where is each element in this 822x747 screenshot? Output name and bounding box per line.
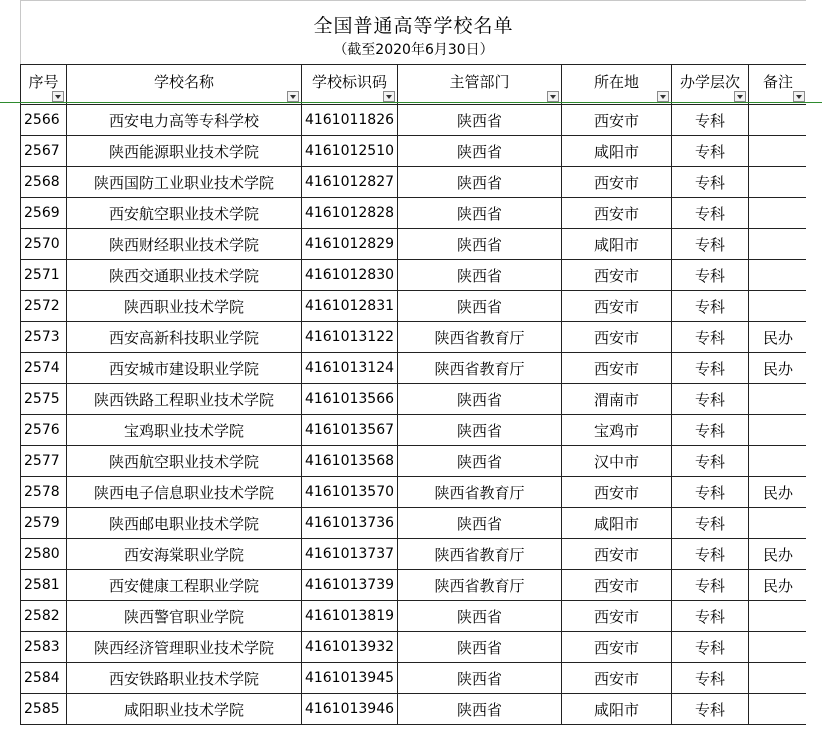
cell-school-code[interactable]: 4161013932 — [302, 632, 398, 663]
cell-department[interactable]: 陕西省教育厅 — [398, 322, 562, 353]
cell-location[interactable]: 西安市 — [562, 260, 672, 291]
header-label: 备注 — [762, 73, 793, 91]
table-body — [21, 105, 808, 725]
cell-department[interactable]: 陕西省 — [398, 260, 562, 291]
table-row — [21, 198, 808, 229]
cell-school-code[interactable]: 4161012827 — [302, 167, 398, 198]
cell-seq[interactable]: 2579 — [21, 508, 67, 539]
freeze-pane-line — [0, 102, 822, 103]
cell-school-code[interactable]: 4161013570 — [302, 477, 398, 508]
filter-dropdown-icon[interactable] — [793, 91, 805, 102]
cell-level[interactable]: 专科 — [672, 694, 749, 725]
cell-school-code[interactable]: 4161013736 — [302, 508, 398, 539]
filter-dropdown-icon[interactable] — [383, 91, 395, 102]
cell-school-name[interactable]: 陕西能源职业技术学院 — [67, 136, 302, 167]
table-row — [21, 260, 808, 291]
cell-remark[interactable] — [749, 632, 808, 663]
cell-seq[interactable]: 2581 — [21, 570, 67, 601]
header-label: 主管部门 — [449, 73, 510, 91]
cell-level[interactable]: 专科 — [672, 539, 749, 570]
cell-location[interactable]: 咸阳市 — [562, 229, 672, 260]
cell-department[interactable]: 陕西省 — [398, 198, 562, 229]
cell-location[interactable]: 西安市 — [562, 570, 672, 601]
cell-school-code[interactable]: 4161013566 — [302, 384, 398, 415]
table-row — [21, 291, 808, 322]
cell-level[interactable]: 专科 — [672, 260, 749, 291]
cell-location[interactable]: 汉中市 — [562, 446, 672, 477]
sheet-right-edge — [806, 0, 822, 747]
page-title: 全国普通高等学校名单 — [313, 15, 514, 37]
filter-dropdown-icon[interactable] — [657, 91, 669, 102]
table-row — [21, 694, 808, 725]
table-row — [21, 477, 808, 508]
cell-department[interactable]: 陕西省 — [398, 632, 562, 663]
cell-location[interactable]: 西安市 — [562, 632, 672, 663]
filter-dropdown-icon[interactable] — [52, 91, 64, 102]
table-row — [21, 539, 808, 570]
cell-school-code[interactable]: 4161013737 — [302, 539, 398, 570]
cell-level[interactable]: 专科 — [672, 291, 749, 322]
cell-remark[interactable]: 民办 — [749, 353, 808, 384]
cell-location[interactable]: 咸阳市 — [562, 694, 672, 725]
cell-department[interactable]: 陕西省 — [398, 384, 562, 415]
cell-school-name[interactable]: 西安电力高等专科学校 — [67, 105, 302, 136]
cell-remark[interactable]: 民办 — [749, 539, 808, 570]
cell-location[interactable]: 西安市 — [562, 105, 672, 136]
cell-remark[interactable] — [749, 105, 808, 136]
table-row — [21, 353, 808, 384]
cell-school-code[interactable]: 4161013945 — [302, 663, 398, 694]
cell-location[interactable]: 渭南市 — [562, 384, 672, 415]
header-label: 学校标识码 — [311, 73, 387, 91]
cell-remark[interactable] — [749, 198, 808, 229]
table-row — [21, 136, 808, 167]
cell-seq[interactable]: 2578 — [21, 477, 67, 508]
cell-seq[interactable]: 2567 — [21, 136, 67, 167]
table-row — [21, 322, 808, 353]
cell-school-name[interactable]: 西安海棠职业学院 — [67, 539, 302, 570]
cell-school-name[interactable]: 陕西邮电职业技术学院 — [67, 508, 302, 539]
cell-seq[interactable]: 2570 — [21, 229, 67, 260]
cell-level[interactable]: 专科 — [672, 229, 749, 260]
table-row — [21, 601, 808, 632]
cell-school-code[interactable]: 4161012510 — [302, 136, 398, 167]
header-seq[interactable] — [21, 65, 67, 105]
cell-seq[interactable]: 2583 — [21, 632, 67, 663]
cell-location[interactable]: 西安市 — [562, 291, 672, 322]
cell-school-code[interactable]: 4161012828 — [302, 198, 398, 229]
cell-school-name[interactable]: 西安健康工程职业学院 — [67, 570, 302, 601]
cell-school-name[interactable]: 西安高新科技职业学院 — [67, 322, 302, 353]
header-remark[interactable] — [749, 65, 808, 105]
filter-dropdown-icon[interactable] — [734, 91, 746, 102]
cell-department[interactable]: 陕西省 — [398, 663, 562, 694]
header-department[interactable] — [398, 65, 562, 105]
cell-remark[interactable]: 民办 — [749, 570, 808, 601]
header-level[interactable] — [672, 65, 749, 105]
cell-level[interactable]: 专科 — [672, 415, 749, 446]
cell-remark[interactable] — [749, 136, 808, 167]
cell-seq[interactable]: 2585 — [21, 694, 67, 725]
table-row — [21, 632, 808, 663]
cell-school-code[interactable]: 4161012829 — [302, 229, 398, 260]
cell-school-code[interactable]: 4161012830 — [302, 260, 398, 291]
cell-seq[interactable]: 2568 — [21, 167, 67, 198]
cell-remark[interactable] — [749, 229, 808, 260]
cell-location[interactable]: 西安市 — [562, 601, 672, 632]
cell-school-code[interactable]: 4161013819 — [302, 601, 398, 632]
cell-school-name[interactable]: 西安城市建设职业学院 — [67, 353, 302, 384]
header-school-name[interactable] — [67, 65, 302, 105]
cell-level[interactable]: 专科 — [672, 198, 749, 229]
cell-location[interactable]: 宝鸡市 — [562, 415, 672, 446]
cell-level[interactable]: 专科 — [672, 477, 749, 508]
cell-seq[interactable]: 2576 — [21, 415, 67, 446]
cell-school-code[interactable]: 4161013946 — [302, 694, 398, 725]
cell-location[interactable]: 咸阳市 — [562, 508, 672, 539]
cell-remark[interactable] — [749, 384, 808, 415]
cell-school-name[interactable]: 陕西经济管理职业技术学院 — [67, 632, 302, 663]
cell-department[interactable]: 陕西省教育厅 — [398, 570, 562, 601]
cell-level[interactable]: 专科 — [672, 322, 749, 353]
cell-school-code[interactable]: 4161013124 — [302, 353, 398, 384]
cell-seq[interactable]: 2572 — [21, 291, 67, 322]
table-row — [21, 508, 808, 539]
cell-level[interactable]: 专科 — [672, 570, 749, 601]
cell-remark[interactable] — [749, 415, 808, 446]
table-row — [21, 570, 808, 601]
cell-location[interactable]: 西安市 — [562, 539, 672, 570]
header-row — [21, 65, 808, 105]
cell-seq[interactable]: 2575 — [21, 384, 67, 415]
header-label: 学校名称 — [153, 73, 214, 91]
cell-school-name[interactable]: 陕西警官职业学院 — [67, 601, 302, 632]
header-location[interactable] — [562, 65, 672, 105]
cell-level[interactable]: 专科 — [672, 167, 749, 198]
cell-department[interactable]: 陕西省 — [398, 601, 562, 632]
cell-level[interactable]: 专科 — [672, 136, 749, 167]
cell-department[interactable]: 陕西省 — [398, 694, 562, 725]
cell-department[interactable]: 陕西省 — [398, 415, 562, 446]
cell-school-name[interactable]: 陕西电子信息职业技术学院 — [67, 477, 302, 508]
cell-seq[interactable]: 2571 — [21, 260, 67, 291]
cell-remark[interactable] — [749, 291, 808, 322]
cell-school-code[interactable]: 4161013567 — [302, 415, 398, 446]
cell-department[interactable]: 陕西省 — [398, 229, 562, 260]
cell-department[interactable]: 陕西省教育厅 — [398, 477, 562, 508]
cell-level[interactable]: 专科 — [672, 601, 749, 632]
cell-school-code[interactable]: 4161012831 — [302, 291, 398, 322]
page-subtitle: （截至2020年6月30日） — [333, 42, 494, 58]
schools-table — [20, 64, 808, 725]
cell-seq[interactable]: 2566 — [21, 105, 67, 136]
filter-dropdown-icon[interactable] — [547, 91, 559, 102]
cell-location[interactable]: 咸阳市 — [562, 136, 672, 167]
cell-location[interactable]: 西安市 — [562, 353, 672, 384]
cell-level[interactable]: 专科 — [672, 384, 749, 415]
cell-remark[interactable]: 民办 — [749, 477, 808, 508]
cell-seq[interactable]: 2569 — [21, 198, 67, 229]
cell-department[interactable]: 陕西省教育厅 — [398, 353, 562, 384]
cell-department[interactable]: 陕西省 — [398, 136, 562, 167]
cell-department[interactable]: 陕西省 — [398, 508, 562, 539]
cell-department[interactable]: 陕西省教育厅 — [398, 539, 562, 570]
cell-school-name[interactable]: 陕西国防工业职业技术学院 — [67, 167, 302, 198]
table-row — [21, 105, 808, 136]
cell-department[interactable]: 陕西省 — [398, 446, 562, 477]
filter-dropdown-icon[interactable] — [287, 91, 299, 102]
cell-level[interactable]: 专科 — [672, 508, 749, 539]
cell-seq[interactable]: 2584 — [21, 663, 67, 694]
table-row — [21, 167, 808, 198]
row-gutter — [0, 0, 20, 747]
cell-level[interactable]: 专科 — [672, 446, 749, 477]
cell-school-name[interactable]: 咸阳职业技术学院 — [67, 694, 302, 725]
cell-school-name[interactable]: 西安铁路职业技术学院 — [67, 663, 302, 694]
cell-location[interactable]: 西安市 — [562, 663, 672, 694]
cell-seq[interactable]: 2573 — [21, 322, 67, 353]
cell-location[interactable]: 西安市 — [562, 477, 672, 508]
header-label: 序号 — [28, 73, 59, 91]
table-row — [21, 384, 808, 415]
cell-department[interactable]: 陕西省 — [398, 167, 562, 198]
cell-school-code[interactable]: 4161013568 — [302, 446, 398, 477]
cell-remark[interactable]: 民办 — [749, 322, 808, 353]
cell-school-name[interactable]: 陕西财经职业技术学院 — [67, 229, 302, 260]
cell-level[interactable]: 专科 — [672, 105, 749, 136]
cell-school-name[interactable]: 西安航空职业技术学院 — [67, 198, 302, 229]
table-row — [21, 446, 808, 477]
cell-remark[interactable] — [749, 508, 808, 539]
cell-level[interactable]: 专科 — [672, 353, 749, 384]
table-row — [21, 415, 808, 446]
cell-seq[interactable]: 2580 — [21, 539, 67, 570]
header-label: 办学层次 — [679, 73, 740, 91]
cell-remark[interactable] — [749, 167, 808, 198]
cell-remark[interactable] — [749, 694, 808, 725]
cell-school-name[interactable]: 陕西航空职业技术学院 — [67, 446, 302, 477]
title-area[interactable] — [20, 0, 807, 64]
cell-level[interactable]: 专科 — [672, 632, 749, 663]
cell-location[interactable]: 西安市 — [562, 198, 672, 229]
header-school-code[interactable] — [302, 65, 398, 105]
table-row — [21, 229, 808, 260]
cell-seq[interactable]: 2574 — [21, 353, 67, 384]
table-row — [21, 663, 808, 694]
header-label: 所在地 — [593, 73, 639, 91]
cell-level[interactable]: 专科 — [672, 663, 749, 694]
cell-school-name[interactable]: 陕西交通职业技术学院 — [67, 260, 302, 291]
cell-school-name[interactable]: 陕西铁路工程职业技术学院 — [67, 384, 302, 415]
cell-school-code[interactable]: 4161013122 — [302, 322, 398, 353]
cell-remark[interactable] — [749, 663, 808, 694]
cell-school-code[interactable]: 4161011826 — [302, 105, 398, 136]
cell-location[interactable]: 西安市 — [562, 322, 672, 353]
cell-remark[interactable] — [749, 601, 808, 632]
cell-school-code[interactable]: 4161013739 — [302, 570, 398, 601]
cell-seq[interactable]: 2577 — [21, 446, 67, 477]
cell-department[interactable]: 陕西省 — [398, 105, 562, 136]
cell-school-name[interactable]: 宝鸡职业技术学院 — [67, 415, 302, 446]
cell-school-name[interactable]: 陕西职业技术学院 — [67, 291, 302, 322]
cell-location[interactable]: 西安市 — [562, 167, 672, 198]
cell-remark[interactable] — [749, 446, 808, 477]
cell-department[interactable]: 陕西省 — [398, 291, 562, 322]
cell-remark[interactable] — [749, 260, 808, 291]
cell-seq[interactable]: 2582 — [21, 601, 67, 632]
